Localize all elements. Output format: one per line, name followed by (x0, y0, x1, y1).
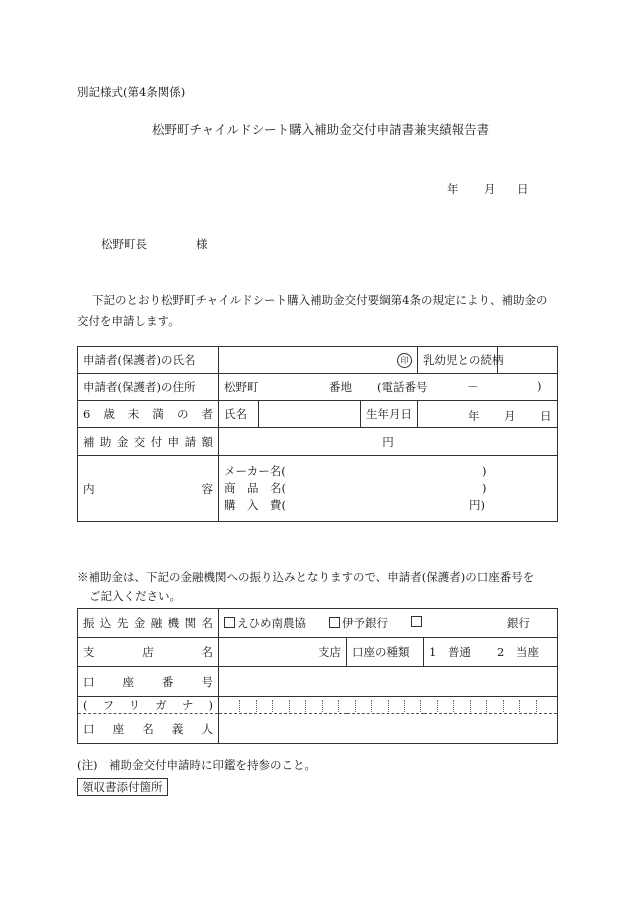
content-label-right: 容 (201, 481, 213, 496)
option-other-checkbox[interactable] (411, 615, 424, 629)
checkbox-icon (329, 617, 340, 628)
content-field[interactable] (219, 456, 558, 522)
form-number: 別記様式(第4条関係) (77, 85, 186, 99)
relation-label: 乳幼児との続柄 (418, 347, 498, 374)
furigana-label: (フリガナ) (78, 697, 219, 714)
amount-label: 補助金交付申請額 (78, 428, 219, 456)
child-name-field[interactable] (259, 401, 361, 428)
child-label: 6歳未満の者 (78, 401, 219, 428)
notice-line-1: ※補助金は、下記の金融機関への振り込みとなりますので、申請者(保護者)の口座番号を (77, 570, 535, 584)
bank-label: 振込先金融機関名 (78, 609, 219, 638)
receipt-label: 領収書添付箇所 (77, 778, 168, 796)
maker-close: ) (482, 464, 487, 478)
checkbox-icon (224, 617, 235, 628)
receipt-attachment-box (77, 779, 168, 795)
option-ja-checkbox[interactable] (224, 616, 306, 630)
address-label: 申請者(保護者)の住所 (78, 374, 219, 401)
phone-dash: － (467, 380, 479, 394)
applicant-table (77, 346, 558, 522)
relation-field[interactable] (498, 347, 558, 374)
bank-table (77, 608, 558, 744)
branch-label: 支店名 (78, 638, 219, 667)
footer-note: (注) 補助金交付申請時に印鑑を持参のこと。 (77, 758, 316, 772)
account-number-field[interactable] (219, 667, 558, 697)
content-label (78, 456, 219, 522)
cost-close: 円) (469, 498, 485, 512)
furigana-grid (224, 698, 552, 712)
date-day: 日 (517, 182, 529, 196)
applicant-name-label: 申請者(保護者)の氏名 (78, 347, 219, 374)
birth-year: 年 (468, 409, 480, 423)
option-ja-label: えひめ南農協 (237, 616, 306, 630)
intro-line-1: 下記のとおり松野町チャイルドシート購入補助金交付要綱第4条の規定により、補助金の (92, 293, 548, 307)
applicant-name-field[interactable] (219, 347, 418, 374)
address-banchi: 番地 (329, 380, 352, 394)
phone-open: (電話番号 (377, 380, 428, 394)
amount-unit: 円 (382, 434, 394, 449)
honorific: 様 (196, 237, 208, 251)
furigana-field[interactable] (219, 697, 558, 714)
address-field[interactable] (219, 374, 558, 401)
amount-field[interactable] (219, 428, 558, 456)
holder-label: 口座名義人 (78, 714, 219, 744)
bank-field (219, 609, 558, 638)
maker-label: メーカー名( (224, 464, 286, 478)
content-label-left: 内 (83, 481, 95, 496)
option-iyo-label: 伊予銀行 (342, 616, 388, 630)
date-month: 月 (484, 182, 496, 196)
branch-suffix: 支店 (318, 645, 341, 659)
account-type-label: 口座の種類 (347, 638, 424, 667)
child-name-label: 氏名 (219, 401, 259, 428)
seal-icon: 印 (397, 353, 412, 368)
product-close: ) (482, 481, 487, 495)
date-year: 年 (447, 182, 459, 196)
branch-field[interactable] (219, 638, 347, 667)
option-other-suffix: 銀行 (507, 616, 530, 630)
birthdate-field[interactable] (418, 401, 558, 428)
account-type-current[interactable]: 2 当座 (497, 645, 539, 659)
addressee: 松野町長 (101, 237, 147, 251)
account-type-field[interactable] (424, 638, 558, 667)
document-title: 松野町チャイルドシート購入補助金交付申請書兼実績報告書 (152, 122, 490, 137)
intro-line-2: 交付を申請します。 (77, 314, 180, 328)
account-type-ordinary[interactable]: 1 普通 (429, 645, 471, 659)
birthdate-label: 生年月日 (361, 401, 418, 428)
product-label: 商 品 名( (224, 481, 286, 495)
birth-day: 日 (540, 409, 552, 423)
birth-month: 月 (504, 409, 516, 423)
phone-close: ) (537, 379, 542, 393)
checkbox-icon (411, 616, 422, 627)
address-town: 松野町 (224, 380, 259, 394)
notice-line-2: ご記入ください。 (89, 589, 181, 603)
holder-field[interactable] (219, 714, 558, 744)
account-number-label: 口座番号 (78, 667, 219, 697)
option-iyo-checkbox[interactable] (329, 615, 388, 631)
cost-label: 購 入 費( (224, 498, 286, 512)
